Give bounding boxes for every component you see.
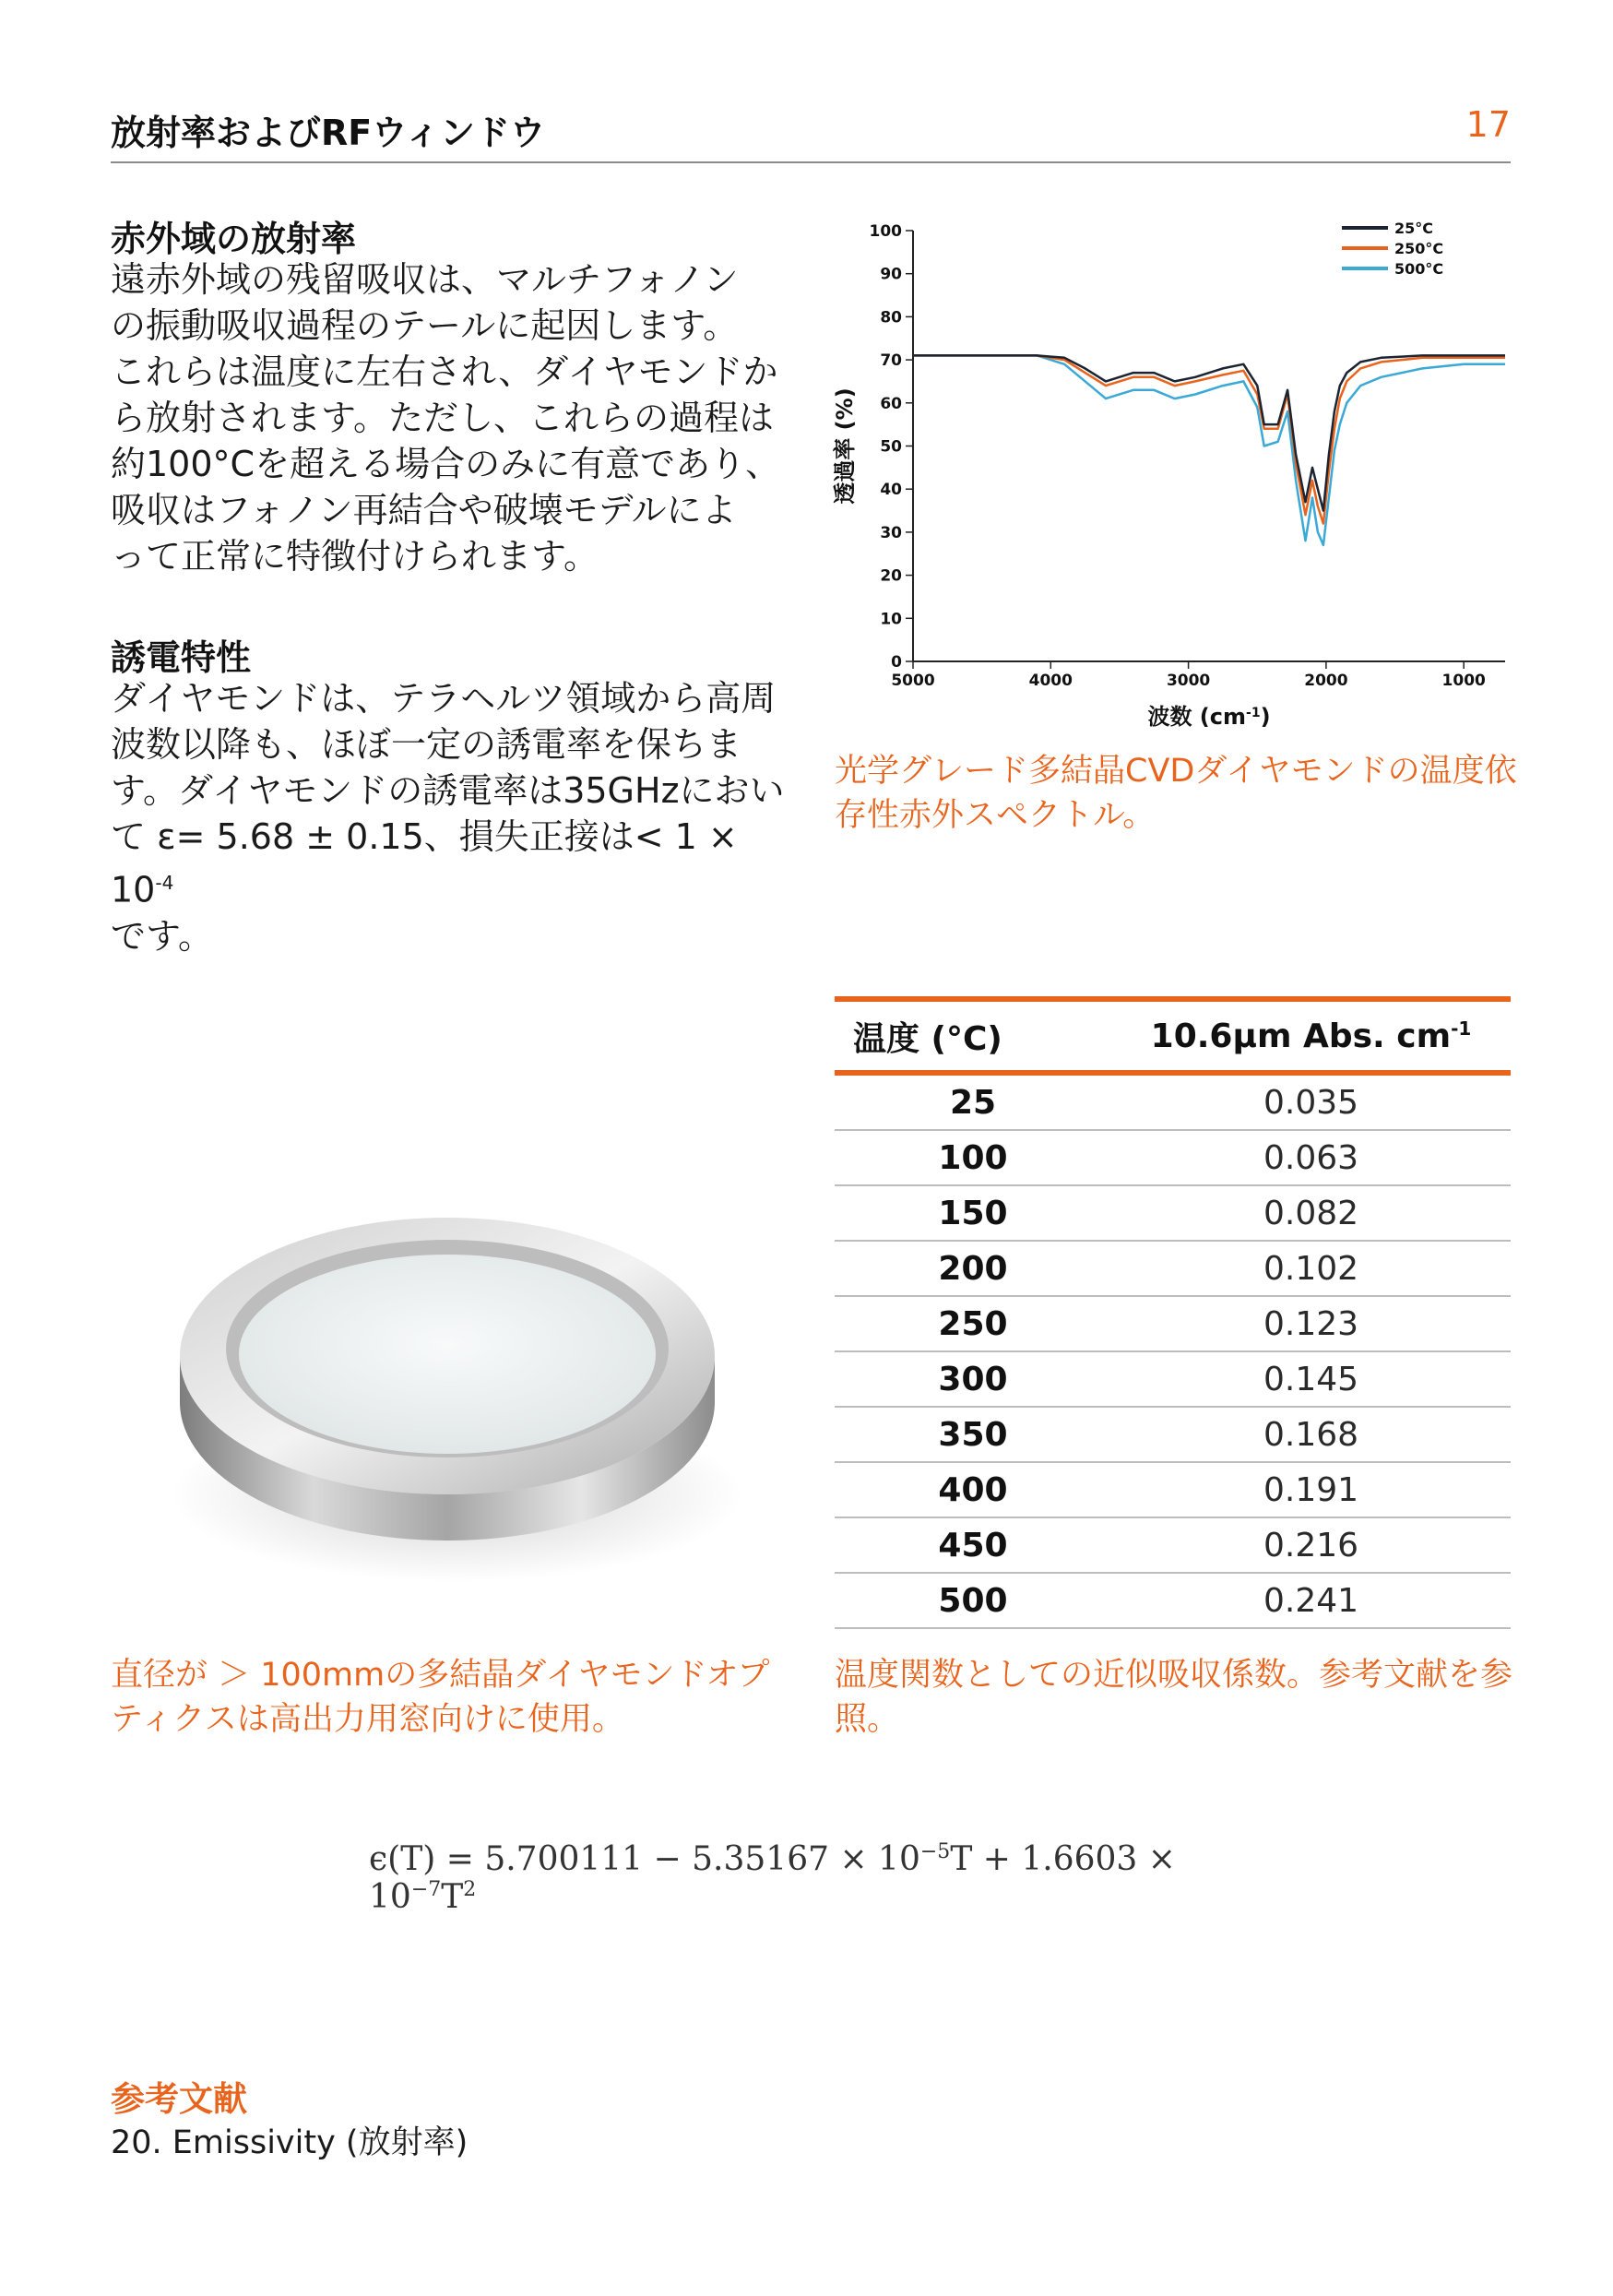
paragraph-line: 吸収はフォノン再結合や破壊モデルによ xyxy=(111,490,737,530)
x-tick-label: 4000 xyxy=(1028,672,1073,690)
x-tick-label: 5000 xyxy=(891,672,935,690)
table-row xyxy=(835,1076,1511,1131)
temperature-cell: 150 xyxy=(938,1194,1008,1232)
table-row xyxy=(835,1297,1511,1352)
table-row xyxy=(835,1131,1511,1186)
legend-label: 500°C xyxy=(1394,260,1444,278)
reference-item: 20. Emissivity (放射率) xyxy=(111,2124,468,2161)
paragraph-line: 波数以降も、ほぼ一定の誘電率を保ちま xyxy=(111,724,742,765)
table-row xyxy=(835,1463,1511,1518)
ir-spectrum-chart xyxy=(821,208,1522,761)
absorption-cell: 0.082 xyxy=(1263,1194,1359,1232)
series-line-500°C xyxy=(913,355,1505,545)
y-tick-label: 30 xyxy=(880,523,902,542)
absorption-cell: 0.241 xyxy=(1263,1581,1359,1620)
table-row xyxy=(835,1186,1511,1242)
emissivity-equation xyxy=(369,1840,1245,1916)
paragraph-line: です。 xyxy=(111,915,213,957)
unit-exponent: -1 xyxy=(1451,1017,1472,1040)
paragraph-line: の振動吸収過程のテールに起因します。 xyxy=(111,305,739,346)
temperature-cell: 300 xyxy=(938,1360,1008,1398)
absorption-cell: 0.063 xyxy=(1263,1138,1359,1177)
absorption-cell: 0.102 xyxy=(1263,1249,1359,1288)
table-caption: 温度関数としての近似吸収係数。参考文献を参照。 xyxy=(835,1657,1513,1738)
diamond-window-image xyxy=(157,1190,747,1614)
photo-caption: 直径が ＞ 100mmの多結晶ダイヤモンドオプティクスは高出力用窓向けに使用。 xyxy=(111,1657,770,1738)
absorption-cell: 0.168 xyxy=(1263,1415,1359,1454)
column-header-absorption xyxy=(1111,1017,1511,1055)
chart-caption: 光学グレード多結晶CVDダイヤモンドの温度依存性赤外スペクトル。 xyxy=(835,753,1517,834)
x-tick-label: 3000 xyxy=(1166,672,1211,690)
paragraph-line: これらは温度に左右され、ダイヤモンドか xyxy=(111,351,778,392)
temperature-cell: 400 xyxy=(938,1470,1008,1509)
diamond-window-photo xyxy=(157,1190,747,1614)
absorption-header-label: 10.6μm Abs. cm xyxy=(1150,1017,1452,1055)
loss-tangent-text: て ε= 5.68 ± 0.15、損失正接は< 1 × 10 xyxy=(111,816,738,910)
section-heading-dielectric: 誘電特性 xyxy=(111,637,252,678)
paragraph-line: 遠赤外域の残留吸収は、マルチフォノン xyxy=(111,259,739,300)
page-header xyxy=(111,97,1511,163)
y-tick-label: 80 xyxy=(880,308,902,327)
chart-canvas xyxy=(821,208,1522,761)
absorption-cell: 0.145 xyxy=(1263,1360,1359,1398)
column-header-temperature: 温度 (°C) xyxy=(853,1019,1002,1058)
y-tick-label: 50 xyxy=(880,437,902,457)
y-tick-label: 0 xyxy=(891,653,902,672)
legend-label: 25°C xyxy=(1394,220,1434,237)
ir-emissivity-paragraph xyxy=(111,256,793,579)
x-tick-label: 1000 xyxy=(1441,672,1486,690)
absorption-table xyxy=(835,996,1511,1629)
temperature-cell: 200 xyxy=(938,1249,1008,1288)
y-tick-label: 60 xyxy=(880,394,902,413)
legend-label: 250°C xyxy=(1394,240,1444,257)
table-row xyxy=(835,1352,1511,1408)
section-heading-ir-emissivity: 赤外域の放射率 xyxy=(111,219,357,259)
series-line-250°C xyxy=(913,355,1505,523)
absorption-cell: 0.123 xyxy=(1263,1304,1359,1343)
page-number: 17 xyxy=(1465,104,1511,145)
x-axis-label: 波数 $(cm^{-1})$ xyxy=(1147,704,1271,730)
temperature-cell: 500 xyxy=(938,1581,1008,1620)
paragraph-line: 約100°Cを超える場合のみに有意であり、 xyxy=(111,444,781,484)
absorption-cell: 0.191 xyxy=(1263,1470,1359,1509)
paragraph-line: ら放射されます。ただし、これらの過程は xyxy=(111,398,774,438)
page-title: 放射率およびRFウィンドウ xyxy=(111,113,545,153)
y-tick-label: 10 xyxy=(880,610,902,629)
table-row xyxy=(835,1518,1511,1574)
x-tick-label: 2000 xyxy=(1304,672,1348,690)
y-tick-label: 90 xyxy=(880,265,902,284)
equation-part: T + 1.6603 × 10 xyxy=(369,1840,1176,1916)
exponent: -4 xyxy=(155,872,174,894)
temperature-cell: 450 xyxy=(938,1526,1008,1564)
table-row xyxy=(835,1408,1511,1463)
absorption-cell: 0.035 xyxy=(1263,1083,1359,1122)
paragraph-line: ダイヤモンドは、テラヘルツ領域から高周 xyxy=(111,678,777,719)
paragraph-line: って正常に特徴付けられます。 xyxy=(111,536,599,577)
equation-part: ϵ(T) = 5.700111 − 5.35167 × 10 xyxy=(369,1840,920,1878)
paragraph-line: す。ダイヤモンドの誘電率は35GHzにおい xyxy=(111,770,785,811)
equation-exponent: −5 xyxy=(919,1840,951,1863)
references-heading: 参考文献 xyxy=(111,2079,247,2119)
table-row xyxy=(835,1574,1511,1629)
temperature-cell: 250 xyxy=(938,1304,1008,1343)
temperature-cell: 25 xyxy=(949,1083,997,1122)
equation-exponent: 2 xyxy=(463,1878,477,1901)
y-tick-label: 40 xyxy=(880,481,902,500)
absorption-cell: 0.216 xyxy=(1263,1526,1359,1564)
paragraph-line xyxy=(111,814,793,913)
temperature-cell: 350 xyxy=(938,1415,1008,1454)
y-tick-label: 20 xyxy=(880,566,902,586)
table-row xyxy=(835,1242,1511,1297)
equation-exponent: −7 xyxy=(410,1878,442,1901)
equation-part: T xyxy=(441,1878,464,1916)
y-axis-label: 透過率 (%) xyxy=(832,387,858,505)
y-tick-label: 100 xyxy=(869,222,902,241)
dielectric-paragraph xyxy=(111,675,793,959)
temperature-cell: 100 xyxy=(938,1138,1008,1177)
y-tick-label: 70 xyxy=(880,351,902,371)
table-header-row xyxy=(835,1002,1511,1076)
